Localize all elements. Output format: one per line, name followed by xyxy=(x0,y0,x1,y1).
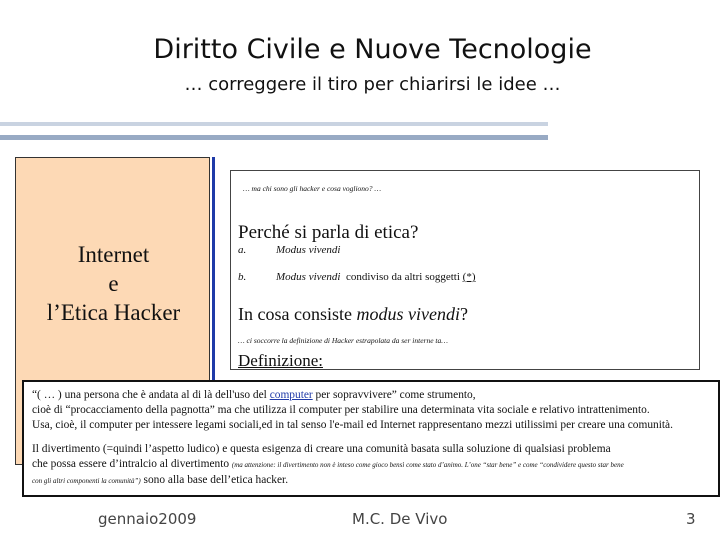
left-panel-title xyxy=(16,240,211,327)
quote-line-6 xyxy=(32,473,718,489)
list-item-a xyxy=(238,244,340,256)
quote-line-5-pre: che possa essere d’intralcio al divertimento xyxy=(32,458,232,470)
footer-author: M.C. De Vivo xyxy=(352,510,448,528)
page-number: 3 xyxy=(686,510,696,528)
computer-link[interactable]: computer xyxy=(269,389,313,401)
question-ethics: Perché si parla di etica? xyxy=(238,222,419,243)
definition-source-note: … ci soccorre la definizione di Hacker estrapolata da ser interne ta… xyxy=(238,336,448,345)
quote-line-5 xyxy=(32,457,718,473)
decorative-bar-light xyxy=(0,122,548,126)
question2-prefix: In cosa consiste xyxy=(238,304,357,324)
definition-quote-box xyxy=(22,380,720,497)
footer-date: gennaio2009 xyxy=(98,510,197,528)
content-box xyxy=(230,170,700,370)
list-item-a-text: Modus vivendi xyxy=(276,244,341,256)
question2-suffix: ? xyxy=(459,304,468,324)
question2-em: modus vivendi xyxy=(356,304,460,324)
quote-line-1-pre: “( … ) una persona che è andata al di là dell'uso del xyxy=(32,389,270,401)
list-item-b xyxy=(238,271,475,283)
quote-line-1 xyxy=(32,388,718,403)
list-item-b-text: condiviso da altri soggetti xyxy=(345,271,460,283)
decorative-bar-dark xyxy=(0,135,548,140)
left-title-line1: Internet xyxy=(77,242,150,267)
left-title-line2: e xyxy=(108,271,119,296)
left-title-line3: l’Etica Hacker xyxy=(46,300,181,325)
quote-line-2: cioè di “procacciamento della pagnotta” ma che utilizza il computer per stabilire una determinata vita sociale e relativo intrattenimento. xyxy=(32,404,650,416)
intro-note: … ma chi sono gli hacker e cosa vogliono? … xyxy=(243,184,382,193)
question-modus-vivendi xyxy=(238,304,468,325)
quote-line-6-note: con gli altri componenti la comunità”) xyxy=(32,477,141,485)
quote-line-1-post: per sopravvivere” come strumento, xyxy=(312,389,476,401)
quote-line-3: Usa, cioè, il computer per intessere legami sociali,ed in tal senso l'e-mail ed Internet rappresentano mezzi utilissimi per creare una comunità. xyxy=(32,419,673,431)
slide-title: Diritto Civile e Nuove Tecnologie xyxy=(153,34,592,65)
quote-line-6-post: sono alla base dell’etica hacker. xyxy=(140,474,289,486)
list-item-b-tag: b. xyxy=(238,271,247,283)
list-item-b-em: Modus vivendi xyxy=(276,271,341,283)
slide-subtitle: … correggere il tiro per chiarirsi le idee … xyxy=(184,74,561,95)
footnote-link[interactable]: (*) xyxy=(462,271,476,283)
list-item-a-tag: a. xyxy=(238,244,247,256)
quote-line-5-note: (ma attenzione: il divertimento non è inteso come gioco bensì come stato d’animo. L’one “star bene” e come “condividere questo star bene xyxy=(231,461,624,469)
quote-line-4: Il divertimento (=quindi l’aspetto ludico) e questa esigenza di creare una comunità basata sulla soluzione di qualsiasi problema xyxy=(32,443,611,455)
definition-heading: Definizione: xyxy=(238,351,323,370)
